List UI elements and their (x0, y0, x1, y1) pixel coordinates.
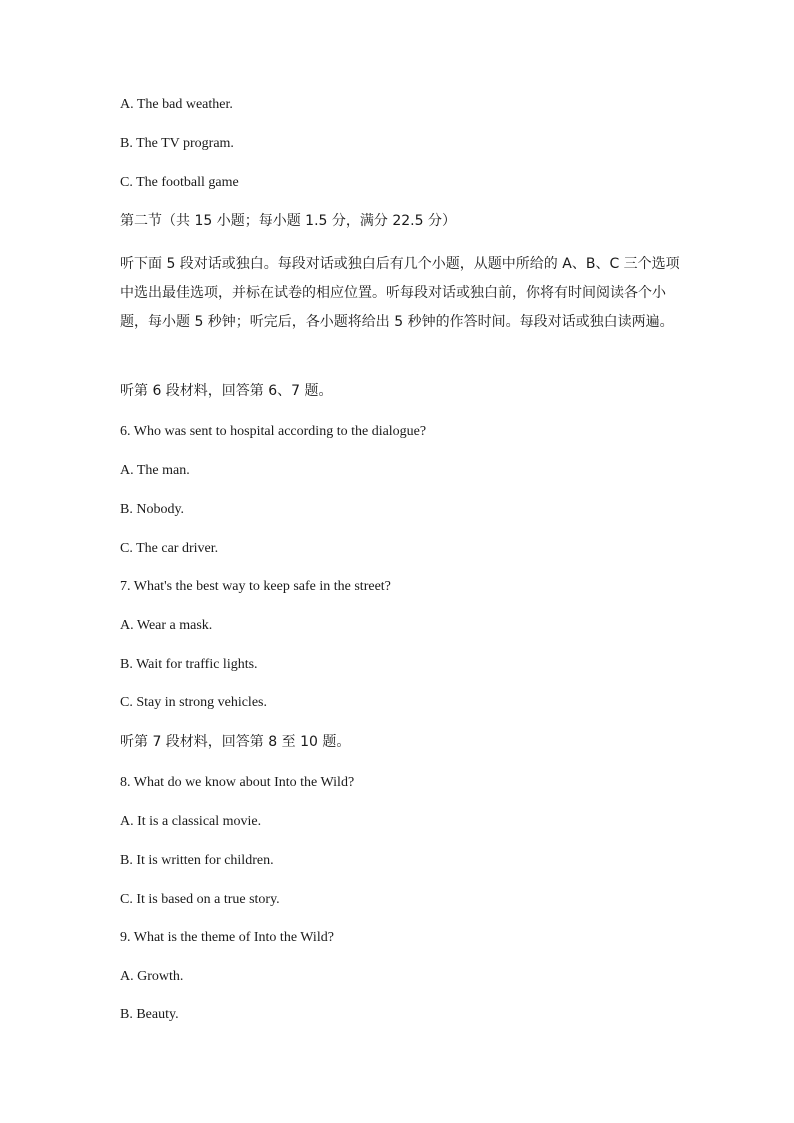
option-q5-c: C. The football game (120, 175, 239, 190)
material-7-heading: 听第 7 段材料，回答第 8 至 10 题。 (120, 734, 351, 750)
option-q7-a: A. Wear a mask. (120, 618, 213, 633)
option-q7-b: B. Wait for traffic lights. (120, 657, 258, 672)
question-6: 6. Who was sent to hospital according to the dialogue? (120, 424, 427, 439)
question-8: 8. What do we know about Into the Wild? (120, 775, 355, 790)
question-9: 9. What is the theme of Into the Wild? (120, 930, 334, 945)
option-q6-a: A. The man. (120, 463, 190, 478)
option-q5-a: A. The bad weather. (120, 97, 233, 112)
section-2-heading: 第二节（共 15 小题；每小题 1.5 分，满分 22.5 分） (120, 213, 456, 229)
option-q8-c: C. It is based on a true story. (120, 892, 280, 907)
option-q8-b: B. It is written for children. (120, 853, 274, 868)
option-q9-b: B. Beauty. (120, 1007, 179, 1022)
option-q8-a: A. It is a classical movie. (120, 814, 262, 829)
option-q6-b: B. Nobody. (120, 502, 185, 517)
question-7: 7. What's the best way to keep safe in the street? (120, 579, 391, 594)
option-q5-b: B. The TV program. (120, 136, 234, 151)
option-q7-c: C. Stay in strong vehicles. (120, 695, 267, 710)
option-q6-c: C. The car driver. (120, 541, 219, 556)
option-q9-a: A. Growth. (120, 969, 184, 984)
section-instructions: 听下面 5 段对话或独白。每段对话或独白后有几个小题，从题中所给的 A、B、C 三个选项中选出最佳选项，并标在试卷的相应位置。听每段对话或独白前，你将有时间阅读各个小题，每小题 5 秒钟；听完后，各小题将给出 5 秒钟的作答时间。每段对话或独白读两遍。 (120, 256, 680, 330)
material-6-heading: 听第 6 段材料，回答第 6、7 题。 (120, 383, 333, 399)
